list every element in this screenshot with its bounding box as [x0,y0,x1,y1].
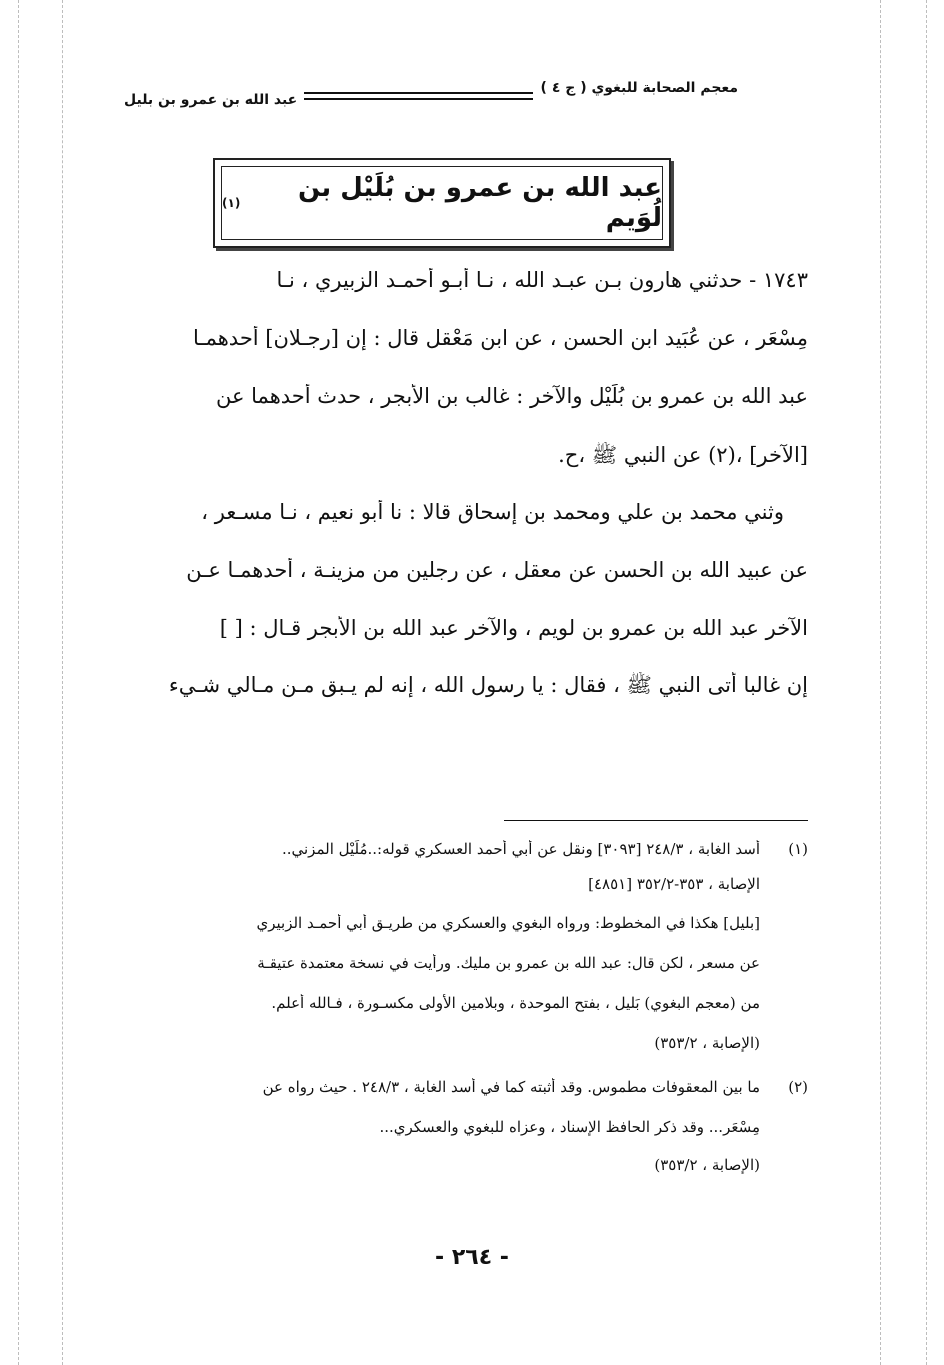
footnote-text: [بليل] هكذا في المخطوط: ورواه البغوي والعسكري من طريـق أبي أحمـد الزبيري [256,914,760,932]
body-line: وثني محمد بن علي ومحمد بن إسحاق قالا : نا أبو نعيم ، نـا مسـعر ، [201,500,784,524]
body-line: ١٧٤٣ - حدثني هارون بـن عبـد الله ، نـا أبـو أحمـد الزبيري ، نـا [276,268,808,292]
footnote-line [102,875,808,901]
body-line: مِسْعَر ، عن عُبَيد ابن الحسن ، عن ابن مَعْقل قال : إن [رجـلان] أحدهمـا [193,326,808,350]
body-line: الآخر عبد الله بن عمرو بن لويم ، والآخر عبد الله بن الأبجر قـال : [ ] [219,616,808,640]
header-rule [304,92,533,100]
body-line: عبد الله بن عمرو بن بُلَيْل والآخر : غالب بن الأبجر ، حدث أحدهما عن [215,384,808,408]
footnote-text: عن مسعر ، لكن قال: عبد الله بن عمرو بن مليك. ورأيت في نسخة معتمدة عتيقـة [257,954,760,972]
footnote-text: (الإصابة ، ٣٥٣/٢) [654,1156,760,1174]
scan-guide-line [880,0,881,1365]
footnote-text: الإصابة ، ٣٥٣-٣٥٢/٢ [٤٨٥١] [588,875,760,893]
footnote-line [102,954,808,980]
footnote-line [102,1118,808,1144]
body-line: [الآخر] ،(٢) عن النبي ﷺ ،ح. [558,443,808,467]
footnote-text: (الإصابة ، ٣٥٣/٢) [654,1034,760,1052]
footnote-separator [504,820,808,821]
title-frame [213,158,671,248]
body-line: إن غالبا أتى النبي ﷺ ، فقال : يا رسول الله ، إنه لم يـبق مـن مـالي شـيء [168,673,808,697]
body-text [102,268,808,708]
scan-guide-line [18,0,19,1365]
footnote-line [102,1078,808,1104]
footnote-text: أسد الغابة ، ٢٤٨/٣ [٣٠٩٣] ونقل عن أبي أحمد العسكري قوله:..مُلَيْل المزني.. [281,840,760,858]
entry-title-text: عبد الله بن عمرو بن بُلَيْل بن لُوَيم [298,173,662,233]
footnote-text: مِسْعَر... وقد ذكر الحافظ الإسناد ، وعزاه للبغوي والعسكري... [379,1118,760,1136]
entry-title [221,166,663,240]
entry-name: عبد الله بن عمرو بن بليل [124,92,298,108]
footnote-line [102,994,808,1020]
book-title: معجم الصحابة للبغوي ( ج ٤ ) [540,80,738,96]
scan-guide-line [926,0,927,1365]
footnote-line [102,1034,808,1060]
title-footnote-marker: (١) [222,196,241,210]
footnote-text: من (معجم البغوي) بَليل ، بفتح الموحدة ، وبلامين الأولى مكسـورة ، فـالله أعلم. [271,994,760,1012]
running-header [124,80,738,108]
page-number: - ٢٦٤ - [435,1245,509,1270]
footnote-line [102,914,808,940]
footnote-line [102,840,808,866]
scan-guide-line [62,0,63,1365]
footnote-number: (٢) [788,1078,808,1096]
footnote-line [102,1156,808,1182]
footnote-text: ما بين المعقوفات مطموس. وقد أثبته كما في أسد الغابة ، ٢٤٨/٣ . حيث رواه عن [262,1078,760,1096]
body-line: عن عبيد الله بن الحسن عن معقل ، عن رجلين من مزينـة ، أحدهمـا عـن [186,558,808,582]
footnote-number: (١) [788,840,808,858]
